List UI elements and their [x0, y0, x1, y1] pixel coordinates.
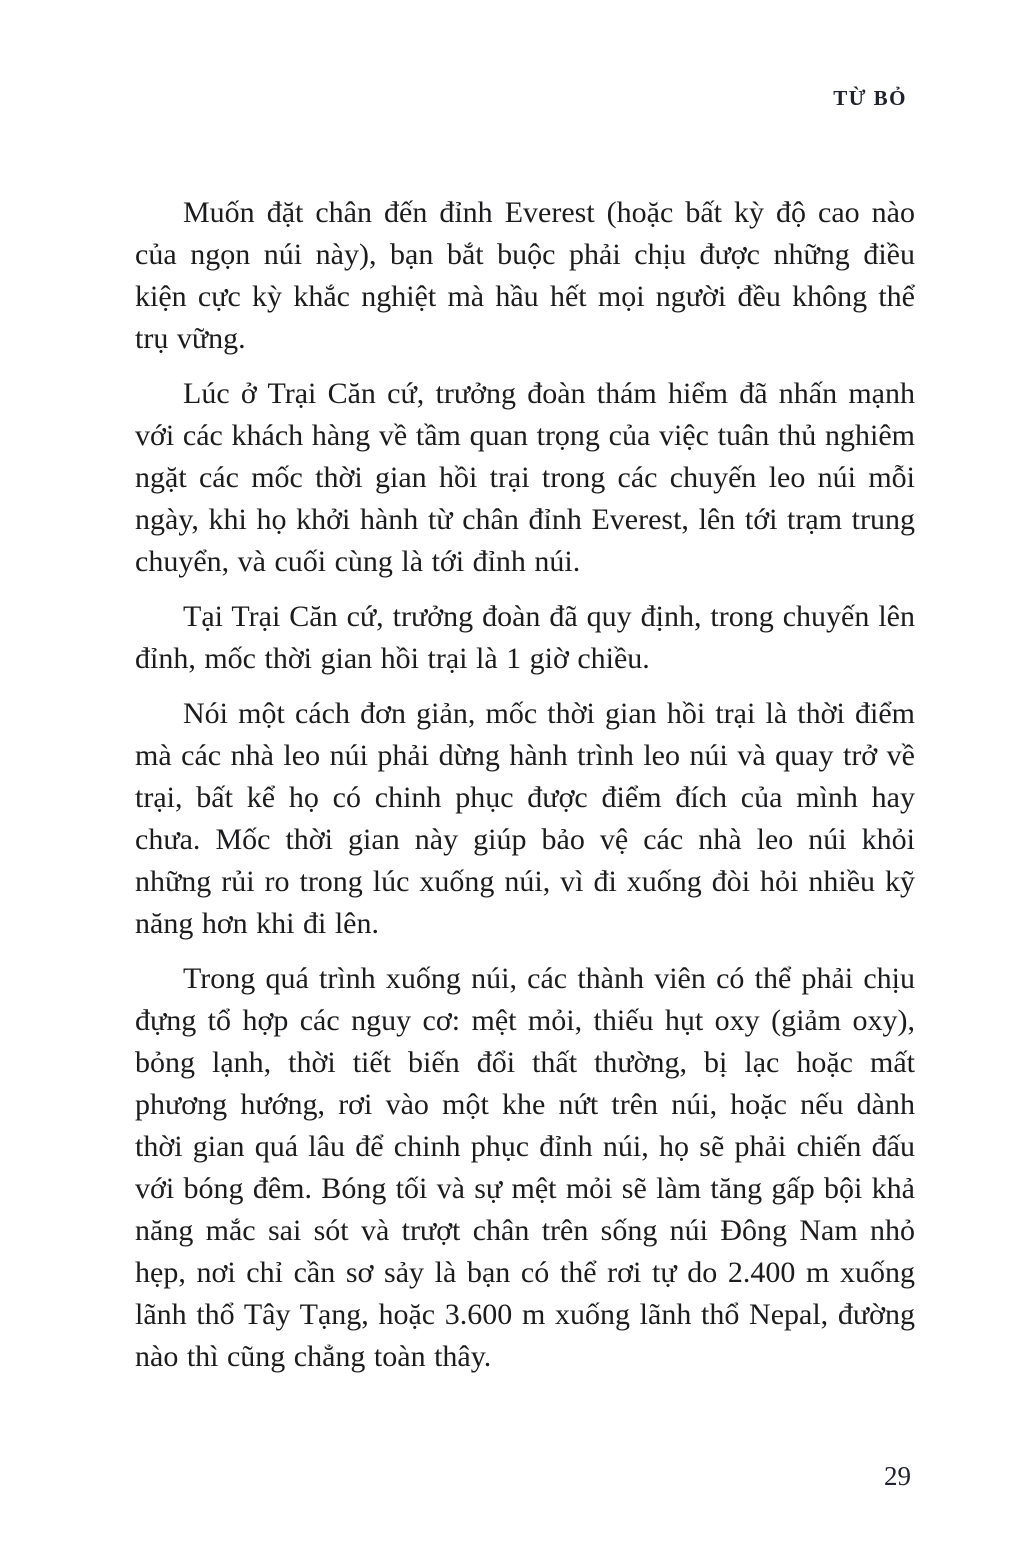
body-paragraph: Tại Trại Căn cứ, trưởng đoàn đã quy định, trong chuyến lên đỉnh, mốc thời gian hồi trại là 1 giờ chiều. [135, 600, 915, 675]
body-paragraph: Nói một cách đơn giản, mốc thời gian hồi trại là thời điểm mà các nhà leo núi phải dừng hành trình leo núi và quay trở về trại, bất kể họ có chinh phục được điểm đích của mình hay chưa. Mốc thời gian này giúp bảo vệ các nhà leo núi khỏi những rủi ro trong lúc xuống núi, vì đi xuống đòi hỏi nhiều kỹ năng hơn khi đi lên. [135, 697, 915, 940]
body-text-block [135, 192, 915, 1391]
body-paragraph: Trong quá trình xuống núi, các thành viên có thể phải chịu đựng tổ hợp các nguy cơ: mệt mỏi, thiếu hụt oxy (giảm oxy), bỏng lạnh, thời tiết biến đổi thất thường, bị lạc hoặc mất phương hướng, rơi vào một khe nứt trên núi, hoặc nếu dành thời gian quá lâu để chinh phục đỉnh núi, họ sẽ phải chiến đấu với bóng đêm. Bóng tối và sự mệt mỏi sẽ làm tăng gấp bội khả năng mắc sai sót và trượt chân trên sống núi Đông Nam nhỏ hẹp, nơi chỉ cần sơ sảy là bạn có thể rơi tự do 2.400 m xuống lãnh thổ Tây Tạng, hoặc 3.600 m xuống lãnh thổ Nepal, đường nào thì cũng chẳng toàn thây. [135, 962, 915, 1373]
running-header: TỪ BỎ [833, 86, 907, 110]
body-paragraph: Muốn đặt chân đến đỉnh Everest (hoặc bất kỳ độ cao nào của ngọn núi này), bạn bắt buộc phải chịu được những điều kiện cực kỳ khắc nghiệt mà hầu hết mọi người đều không thể trụ vững. [135, 196, 915, 355]
page-number: 29 [884, 1461, 911, 1491]
body-paragraph: Lúc ở Trại Căn cứ, trưởng đoàn thám hiểm đã nhấn mạnh với các khách hàng về tầm quan trọng của việc tuân thủ nghiêm ngặt các mốc thời gian hồi trại trong các chuyến leo núi mỗi ngày, khi họ khởi hành từ chân đỉnh Everest, lên tới trạm trung chuyển, và cuối cùng là tới đỉnh núi. [135, 377, 915, 578]
